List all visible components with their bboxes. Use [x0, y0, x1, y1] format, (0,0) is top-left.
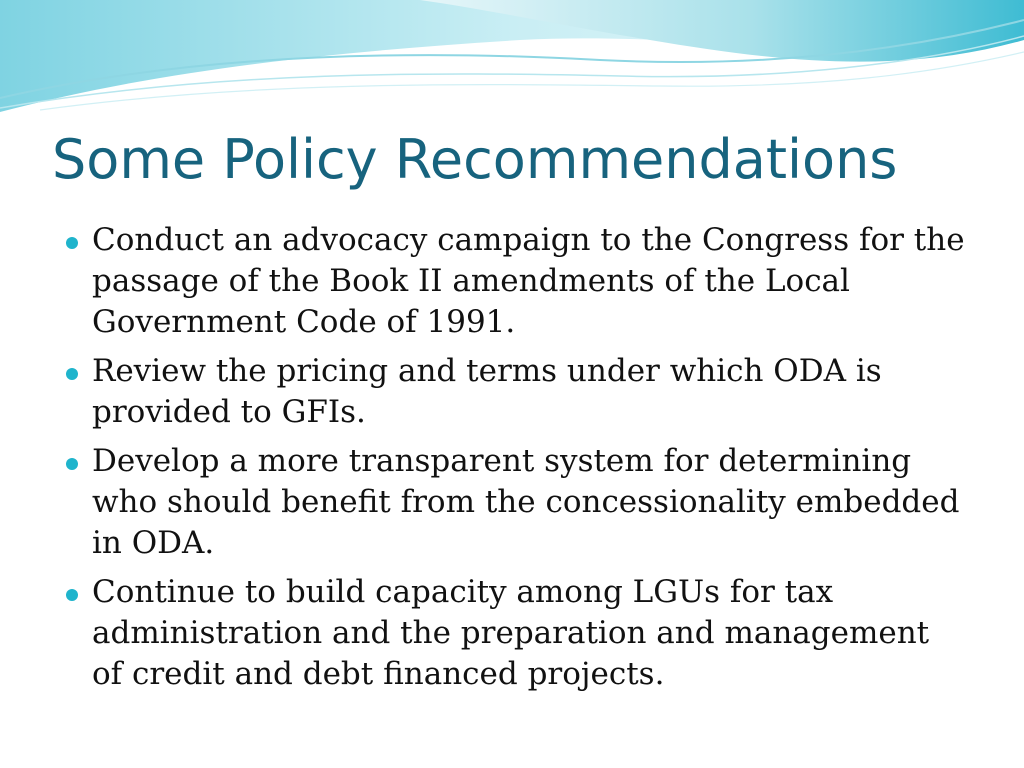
bullet-item: [66, 441, 966, 564]
bullet-item: [66, 351, 966, 433]
bullet-icon: [66, 237, 78, 249]
bullet-text: Review the pricing and terms under which ODA is provided to GFIs.: [92, 353, 882, 430]
bullet-icon: [66, 589, 78, 601]
slide-title: Some Policy Recommendations: [52, 128, 898, 191]
wave-decoration: [0, 0, 1024, 130]
bullet-text: Develop a more transparent system for determining who should benefit from the concessionality embedded in ODA.: [92, 443, 960, 561]
bullet-icon: [66, 458, 78, 470]
bullet-text: Continue to build capacity among LGUs for tax administration and the preparation and management of credit and debt financed projects.: [92, 574, 930, 692]
bullet-text: Conduct an advocacy campaign to the Congress for the passage of the Book II amendments of the Local Government Code of 1991.: [92, 222, 965, 340]
bullet-item: [66, 220, 966, 343]
bullet-icon: [66, 368, 78, 380]
bullet-item: [66, 572, 966, 695]
bullet-list: [66, 220, 966, 703]
